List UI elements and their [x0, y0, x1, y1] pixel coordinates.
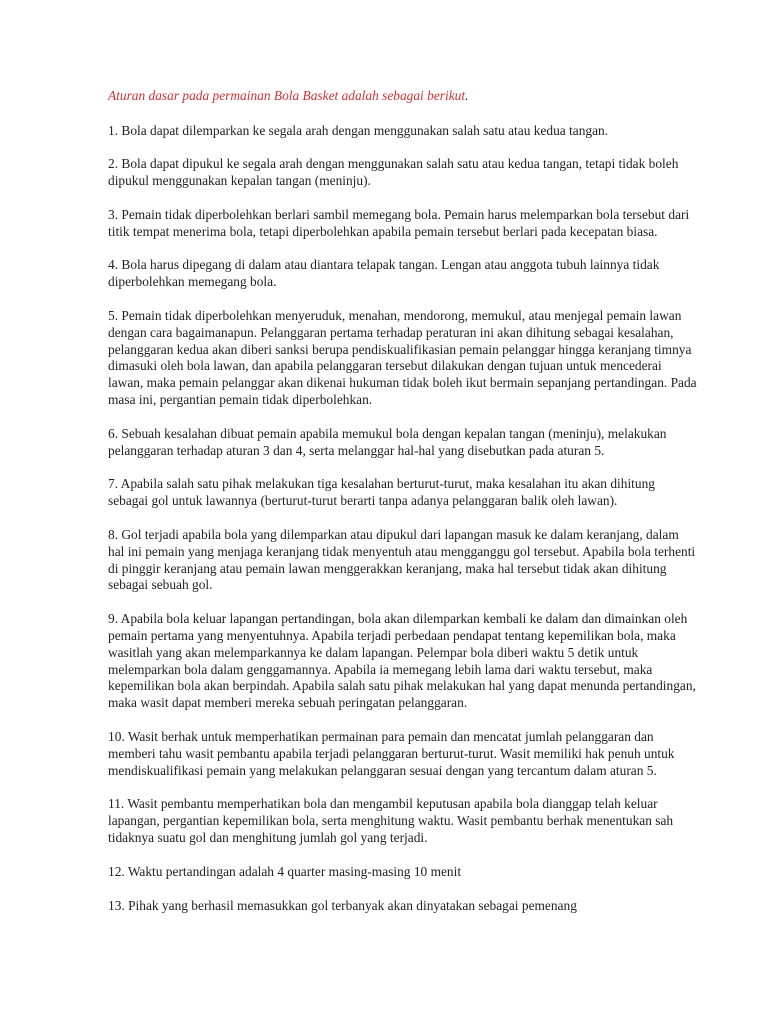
- rule-line: 11. Wasit pembantu memperhatikan bola dan mengambil keputusan apabila bola dianggap telah keluar: [108, 796, 658, 812]
- rule-line: pelanggaran kedua akan diberi sanksi berupa pendiskualifikasian pemain pelanggar hingga keranjang timnya: [108, 341, 692, 357]
- rule-line: mendiskualifikasi pemain yang melakukan pelanggaran sesuai dengan yang tercantum dalam aturan 5.: [108, 762, 657, 778]
- document-heading: [108, 88, 768, 105]
- rule-line: 12. Waktu pertandingan adalah 4 quarter masing-masing 10 menit: [108, 863, 462, 879]
- rule-line: 4. Bola harus dipegang di dalam atau diantara telapak tangan. Lengan atau anggota tubuh lainnya tidak: [108, 257, 660, 273]
- rule-paragraph-1: [108, 123, 768, 140]
- rule-paragraph-2: [108, 156, 768, 190]
- rule-line: dimasuki oleh bola lawan, dan apabila pelanggaran tersebut dilakukan dengan tujuan untuk mencederai: [108, 358, 662, 374]
- rule-line: dipukul menggunakan kepalan tangan (meninju).: [108, 173, 371, 189]
- heading-punctuation: .: [465, 88, 469, 103]
- rule-paragraph-4: [108, 257, 768, 291]
- rule-line: 7. Apabila salah satu pihak melakukan tiga kesalahan berturut-turut, maka kesalahan itu akan dihitung: [108, 476, 655, 492]
- rule-line: tidaknya suatu gol dan menghitung jumlah gol yang terjadi.: [108, 830, 428, 845]
- rule-line: melemparkan bola dalam genggamannya. Apabila ia memegang lebih lama dari waktu tersebut, maka: [108, 661, 653, 677]
- rule-line: sebagai sebuah gol.: [108, 577, 213, 593]
- document-body: [108, 88, 768, 931]
- rule-paragraph-10: [108, 729, 768, 779]
- rule-line: 6. Sebuah kesalahan dibuat pemain apabila memukul bola dengan kepalan tangan (meninju), melakukan: [108, 425, 667, 441]
- rule-line: dengan cara bagaimanapun. Pelanggaran pertama terhadap peraturan ini akan dihitung sebagai kesalahan,: [108, 324, 674, 340]
- rule-line: 8. Gol terjadi apabila bola yang dilemparkan atau dipukul dari lapangan masuk ke dalam keranjang, dalam: [108, 527, 679, 543]
- rule-paragraph-5: [108, 308, 768, 409]
- rule-line: diperbolehkan memegang bola.: [108, 274, 277, 290]
- rule-line: 1. Bola dapat dilemparkan ke segala arah dengan menggunakan salah satu atau kedua tangan.: [108, 122, 609, 138]
- rule-paragraph-11: [108, 796, 768, 846]
- rule-line: memberi tahu wasit pembantu apabila terjadi pelanggaran berturut-turut. Wasit memiliki hak penuh untuk: [108, 745, 675, 761]
- rule-paragraph-8: [108, 527, 768, 594]
- rule-line: 10. Wasit berhak untuk memperhatikan permainan para pemain dan mencatat jumlah pelanggaran dan: [108, 729, 654, 745]
- rule-paragraph-6: [108, 426, 768, 460]
- rule-line: lawan, maka pemain pelanggar akan dikenai hukuman tidak boleh ikut bermain sepanjang pertandingan. Pada: [108, 375, 697, 391]
- rules-list: [108, 123, 768, 915]
- rule-line: pelanggaran terhadap aturan 3 dan 4, serta melanggar hal-hal yang disebutkan pada aturan 5.: [108, 442, 605, 458]
- rule-line: titik tempat menerima bola, tetapi diperbolehkan apabila pemain tersebut berlari pada kecepatan biasa.: [108, 223, 658, 239]
- rule-line: di pinggir keranjang atau pemain lawan menggerakkan keranjang, maka hal tersebut tidak akan dihitung: [108, 560, 667, 576]
- heading-text: Aturan dasar pada permainan Bola Basket adalah sebagai berikut: [108, 88, 466, 103]
- rule-line: 13. Pihak yang berhasil memasukkan gol terbanyak akan dinyatakan sebagai pemenang: [108, 897, 577, 913]
- rule-line: 3. Pemain tidak diperbolehkan berlari sambil memegang bola. Pemain harus melemparkan bola tersebut dari: [108, 206, 690, 222]
- rule-line: hal ini pemain yang menjaga keranjang tidak menyentuh atau mengganggu gol tersebut. Apabila bola terhenti: [108, 543, 696, 559]
- rule-line: wasitlah yang akan melemparkannya ke dalam lapangan. Pelempar bola diberi waktu 5 detik untuk: [108, 644, 639, 660]
- rule-line: sebagai gol untuk lawannya (berturut-turut berarti tanpa adanya pelanggaran balik oleh lawan).: [108, 493, 618, 509]
- rule-paragraph-9: [108, 611, 768, 712]
- rule-line: 5. Pemain tidak diperbolehkan menyeruduk, menahan, mendorong, memukul, atau menjegal pemain lawan: [108, 308, 682, 324]
- rule-line: 2. Bola dapat dipukul ke segala arah dengan menggunakan salah satu atau kedua tangan, tetapi tidak boleh: [108, 156, 679, 172]
- rule-paragraph-3: [108, 207, 768, 241]
- rule-paragraph-13: [108, 898, 768, 915]
- rule-paragraph-12: [108, 864, 768, 881]
- rule-line: maka wasit dapat memberi mereka sebuah peringatan pelanggaran.: [108, 695, 468, 711]
- rule-line: pemain pertama yang menyentuhnya. Apabila terjadi perbedaan pendapat tentang kepemilikan bola, maka: [108, 628, 676, 644]
- rule-line: 9. Apabila bola keluar lapangan pertandingan, bola akan dilemparkan kembali ke dalam dan dimainkan oleh: [108, 611, 688, 627]
- rule-line: kepemilikan bola akan berpindah. Apabila salah satu pihak melakukan hal yang dapat menunda pertandingan,: [108, 678, 696, 694]
- rule-paragraph-7: [108, 476, 768, 510]
- rule-line: masa ini, pergantian pemain tidak diperbolehkan.: [108, 392, 373, 408]
- rule-line: lapangan, pergantian kepemilikan bola, serta menghitung waktu. Wasit pembantu berhak menentukan sah: [108, 813, 674, 829]
